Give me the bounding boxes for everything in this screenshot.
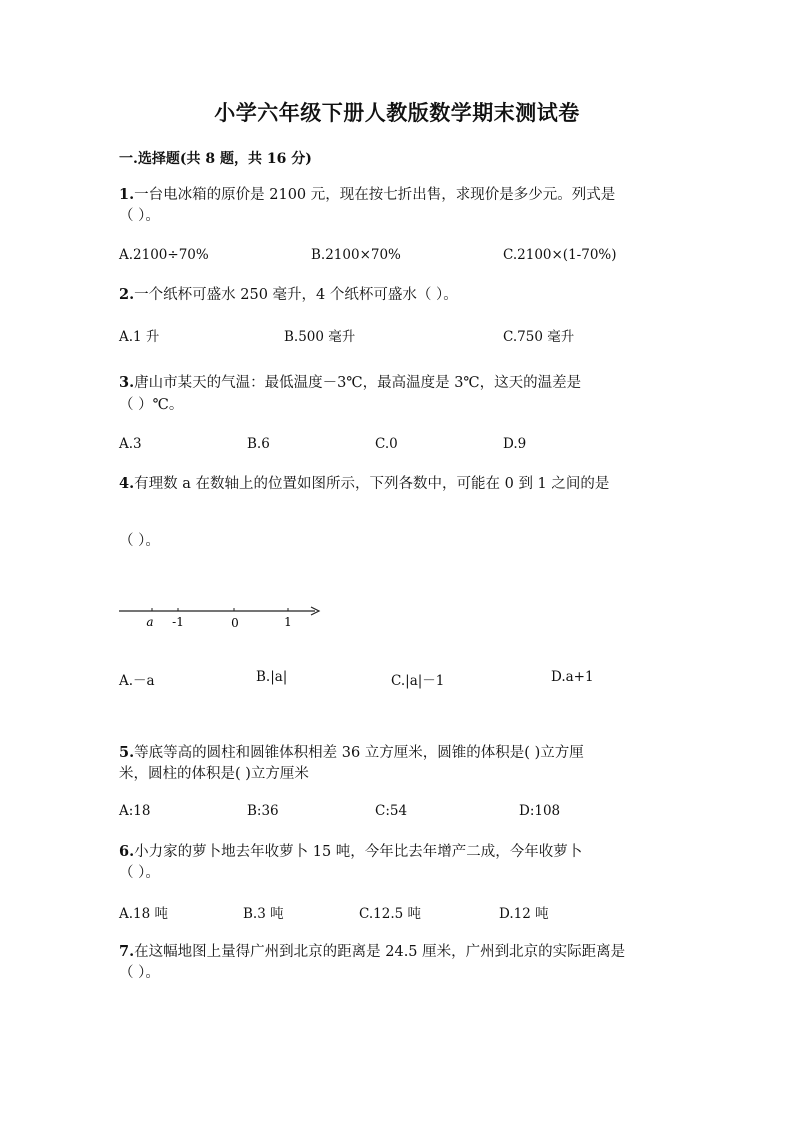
- label-a: a: [146, 615, 154, 629]
- option-b[interactable]: B.3 吨: [243, 906, 284, 922]
- question-7: [119, 942, 625, 962]
- page-title: 小学六年级下册人教版数学期末测试卷: [214, 100, 580, 125]
- section-heading: 一.选择题(共 8 题，共 16 分): [119, 151, 312, 167]
- option-a[interactable]: A:18: [119, 803, 151, 819]
- option-a[interactable]: A.1 升: [119, 329, 160, 345]
- question-1-blank: （ ）。: [119, 208, 160, 224]
- option-a[interactable]: A.18 吨: [119, 906, 169, 922]
- question-5: [119, 743, 584, 763]
- question-4-blank: （ ）。: [119, 533, 160, 549]
- option-b[interactable]: B.6: [247, 436, 270, 452]
- number-line-figure: [115, 600, 330, 632]
- question-text: 一台电冰箱的原价是 2100 元，现在按七折出售，求现价是多少元。列式是: [134, 187, 616, 203]
- question-text: 等底等高的圆柱和圆锥体积相差 36 立方厘米，圆锥的体积是( )立方厘: [134, 745, 584, 761]
- question-6-blank: （ ）。: [119, 865, 160, 881]
- question-7-blank: （ ）。: [119, 965, 160, 981]
- question-number: 6.: [119, 843, 135, 860]
- question-1: [119, 185, 615, 205]
- option-b[interactable]: B:36: [247, 803, 279, 819]
- option-a[interactable]: A.－a: [119, 673, 155, 689]
- option-a[interactable]: A.2100÷70%: [119, 247, 209, 263]
- label-minus-1: -1: [172, 615, 184, 629]
- question-3: [119, 373, 581, 393]
- option-b[interactable]: B.|a|: [256, 669, 288, 685]
- question-5-line2: 米，圆柱的体积是( )立方厘米: [119, 766, 309, 782]
- question-text: 一个纸杯可盛水 250 毫升，4 个纸杯可盛水（ ）。: [134, 287, 458, 303]
- question-number: 3.: [119, 374, 135, 391]
- question-6: [119, 842, 582, 862]
- label-1: 1: [284, 615, 292, 629]
- question-number: 4.: [119, 475, 135, 492]
- option-d[interactable]: D.12 吨: [499, 906, 549, 922]
- label-0: 0: [231, 616, 239, 630]
- option-c[interactable]: C.750 毫升: [503, 329, 575, 345]
- question-number: 1.: [119, 186, 135, 203]
- question-2: [119, 285, 458, 305]
- option-c[interactable]: C.12.5 吨: [359, 906, 421, 922]
- option-c[interactable]: C.0: [375, 436, 398, 452]
- option-b[interactable]: B.2100×70%: [311, 247, 401, 263]
- question-text: 有理数 a 在数轴上的位置如图所示，下列各数中，可能在 0 到 1 之间的是: [134, 476, 610, 492]
- option-c[interactable]: C.2100×(1-70%): [503, 247, 617, 263]
- option-a[interactable]: A.3: [119, 436, 142, 452]
- question-4: [119, 474, 609, 494]
- option-d[interactable]: D.a+1: [551, 669, 594, 685]
- option-d[interactable]: D:108: [519, 803, 561, 819]
- question-text: 唐山市某天的气温：最低温度－3℃，最高温度是 3℃，这天的温差是: [134, 375, 582, 391]
- option-d[interactable]: D.9: [503, 436, 527, 452]
- question-number: 5.: [119, 744, 135, 761]
- option-c[interactable]: C.|a|－1: [391, 673, 445, 689]
- option-b[interactable]: B.500 毫升: [284, 329, 356, 345]
- option-c[interactable]: C:54: [375, 803, 408, 819]
- question-text: 在这幅地图上量得广州到北京的距离是 24.5 厘米，广州到北京的实际距离是: [134, 944, 626, 960]
- question-number: 2.: [119, 286, 135, 303]
- question-text: 小力家的萝卜地去年收萝卜 15 吨，今年比去年增产二成，今年收萝卜: [134, 844, 583, 860]
- question-number: 7.: [119, 943, 135, 960]
- question-3-blank: （ ）℃。: [119, 397, 184, 413]
